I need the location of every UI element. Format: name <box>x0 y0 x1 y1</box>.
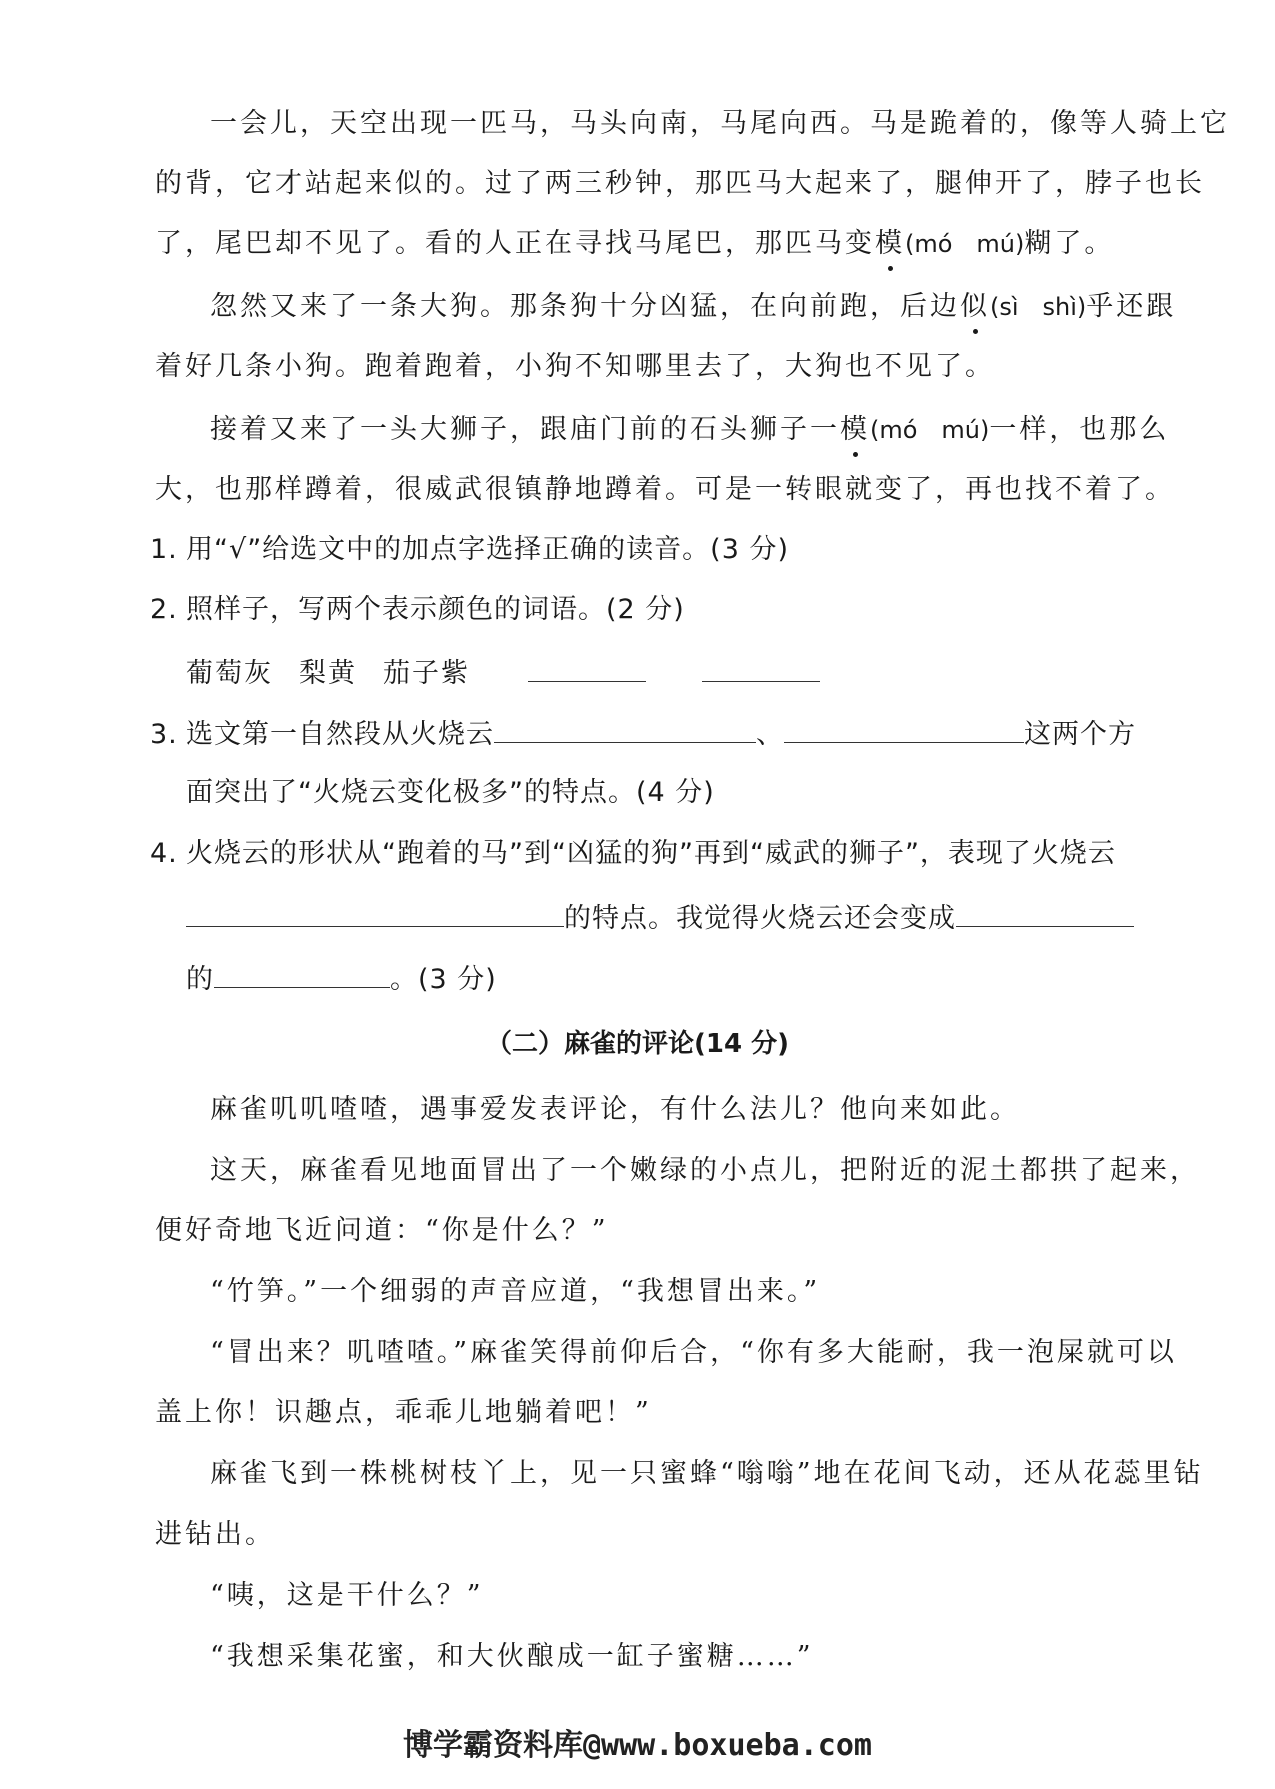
example-word: 茄子紫 <box>383 658 470 689</box>
answer-blank[interactable] <box>528 651 646 682</box>
question-4-cont <box>186 896 1176 939</box>
passage-line <box>155 164 1205 204</box>
answer-blank[interactable] <box>186 896 564 927</box>
question-3 <box>150 712 1140 755</box>
passage-line <box>155 224 1145 264</box>
passage-text: 一样，也那么 <box>989 414 1170 445</box>
passage-line <box>210 1090 1145 1130</box>
question-text: 用“√”给选文中的加点字选择正确的读音。(3 分) <box>186 534 790 565</box>
passage-line <box>210 1333 1177 1373</box>
passage-line <box>210 1637 1145 1677</box>
passage-text: “咦，这是干什么？” <box>210 1580 484 1611</box>
passage-text: “冒出来？叽喳喳。”麻雀笑得前仰后合，“你有多大能耐，我一泡屎就可以 <box>210 1337 1177 1368</box>
section-title: （二）麻雀的评论(14 分) <box>486 1029 789 1059</box>
passage-text: 大，也那样蹲着，很威武很镇静地蹲着。可是一转眼就变了，再也找不着了。 <box>155 474 1175 505</box>
passage-text: 麻雀叽叽喳喳，遇事爱发表评论，有什么法儿？他向来如此。 <box>210 1094 1020 1125</box>
question-number: 2. <box>150 594 178 625</box>
question-2-examples <box>186 651 1176 694</box>
pinyin-options: (mó mú) <box>905 230 1025 258</box>
passage-line <box>210 104 1230 144</box>
answer-blank[interactable] <box>494 712 756 743</box>
answer-blank[interactable] <box>702 651 820 682</box>
question-text: 选文第一自然段从火烧云 <box>186 719 494 750</box>
passage-line <box>210 1151 1200 1191</box>
passage-text: 的背，它才站起来似的。过了两三秒钟，那匹马大起来了，腿伸开了，脖子也长 <box>155 168 1205 199</box>
passage-text: 进钻出。 <box>155 1519 275 1550</box>
question-3-cont <box>186 773 1176 813</box>
question-text: 面突出了“火烧云变化极多”的特点。(4 分) <box>186 777 715 808</box>
watermark: 博学霸资料库@www.boxueba.com <box>403 1728 872 1763</box>
dotted-character: 模 <box>840 410 870 450</box>
dotted-character: 似 <box>960 287 990 327</box>
passage-line <box>210 287 1177 327</box>
passage-line <box>155 347 1145 387</box>
question-text: 。(3 分) <box>390 964 497 995</box>
question-text: 的特点。我觉得火烧云还会变成 <box>564 903 956 934</box>
question-text: 、 <box>756 719 784 750</box>
passage-text: 一会儿，天空出现一匹马，马头向南，马尾向西。马是跪着的，像等人骑上它 <box>210 108 1230 139</box>
question-text: 这两个方 <box>1024 719 1136 750</box>
answer-blank[interactable] <box>784 712 1024 743</box>
question-number: 1. <box>150 534 178 565</box>
passage-text: 盖上你！识趣点，乖乖儿地躺着吧！” <box>155 1397 652 1428</box>
passage-line <box>155 1393 1145 1433</box>
passage-line <box>155 1211 1145 1251</box>
answer-blank[interactable] <box>956 896 1134 927</box>
passage-text: 忽然又来了一条大狗。那条狗十分凶猛，在向前跑，后边 <box>210 291 960 322</box>
passage-text: 乎还跟 <box>1086 291 1177 322</box>
passage-line <box>210 1576 1145 1616</box>
passage-text: 这天，麻雀看见地面冒出了一个嫩绿的小点儿，把附近的泥土都拱了起来， <box>210 1155 1200 1186</box>
passage-text: 着好几条小狗。跑着跑着，小狗不知哪里去了，大狗也不见了。 <box>155 351 995 382</box>
passage-text: “竹笋。”一个细弱的声音应道，“我想冒出来。” <box>210 1276 821 1307</box>
passage-text: 便好奇地飞近问道：“你是什么？” <box>155 1215 609 1246</box>
question-2 <box>150 590 1140 630</box>
pinyin-options: (sì shì) <box>990 293 1087 321</box>
passage-text: 麻雀飞到一株桃树枝丫上，见一只蜜蜂“嗡嗡”地在花间飞动，还从花蕊里钻 <box>210 1458 1204 1489</box>
question-4-cont <box>186 957 1176 1000</box>
question-text: 照样子，写两个表示颜色的词语。(2 分) <box>186 594 685 625</box>
pinyin-options: (mó mú) <box>870 416 990 444</box>
passage-text: “我想采集花蜜，和大伙酿成一缸子蜜糖……” <box>210 1641 814 1672</box>
passage-text: 接着又来了一头大狮子，跟庙门前的石头狮子一 <box>210 414 840 445</box>
passage-text: 了，尾巴却不见了。看的人正在寻找马尾巴，那匹马变 <box>155 228 875 259</box>
question-text: 火烧云的形状从“跑着的马”到“凶猛的狗”再到“威武的狮子”，表现了火烧云 <box>186 838 1116 869</box>
question-number: 3. <box>150 719 178 750</box>
dotted-character: 模 <box>875 224 905 264</box>
question-4 <box>150 834 1140 874</box>
passage-text: 糊了。 <box>1024 228 1115 259</box>
passage-line <box>210 1272 1145 1312</box>
passage-line <box>210 1454 1204 1494</box>
example-word: 梨黄 <box>299 658 357 689</box>
example-word: 葡萄灰 <box>186 658 273 689</box>
question-text: 的 <box>186 964 214 995</box>
question-number: 4. <box>150 838 178 869</box>
passage-line <box>155 470 1175 510</box>
passage-line <box>155 1515 1145 1555</box>
answer-blank[interactable] <box>214 957 390 988</box>
passage-line <box>210 410 1170 450</box>
question-1 <box>150 530 1140 570</box>
